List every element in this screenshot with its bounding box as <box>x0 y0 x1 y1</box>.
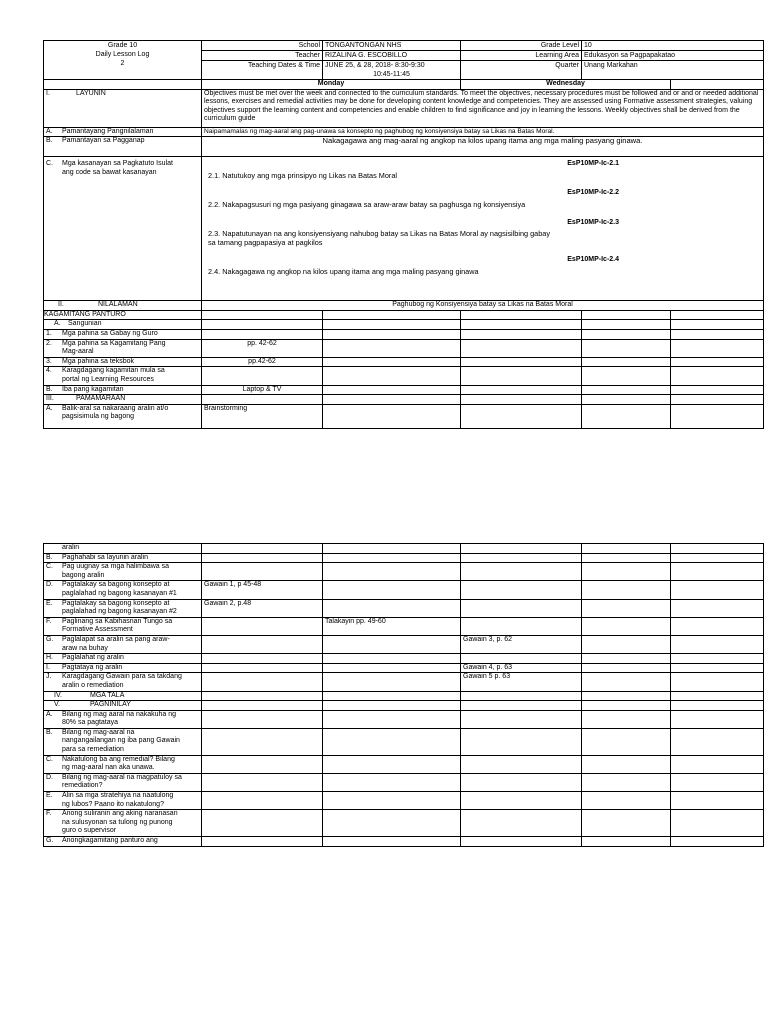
pangnilalaman-text: Naipamamalas ng mag-aaral ang pag-unawa sa konsepto ng paghubog ng konsiyensiya batay sa Likas na Batas Moral. <box>202 127 764 137</box>
pagninilay-d-label: Bilang ng mag-aaral na magpatuloy sa remediation? <box>62 773 182 790</box>
pagninilay-num: V. <box>54 701 60 709</box>
log-number: 2 <box>120 60 125 67</box>
kagamitan-row <box>44 310 764 320</box>
karagdagang-row <box>44 367 764 385</box>
pagninilay-g-row <box>44 837 764 847</box>
pagninilay-c-num: C. <box>46 755 53 763</box>
teksbok-monday: pp.42-62 <box>202 357 323 367</box>
paglalapat-num: G. <box>46 635 54 643</box>
kasanayan-list <box>202 157 764 301</box>
kasanayan-text-3: 2.3. Napatutunayan na ang konsiyensiyang nahubog batay sa Likas na Batas Moral ay nagsisilbing gabay sa tamang pagpapasiya at pagkilos <box>208 229 550 247</box>
header-title-cell <box>44 41 202 80</box>
grade-title: Grade 10 <box>107 42 138 49</box>
karagdagang-label: Karagdagang kagamitan mula sa portal ng Learning Resources <box>62 367 165 383</box>
days-row <box>44 80 764 90</box>
pagtalakay-1-row <box>44 581 764 599</box>
dates-value <box>323 61 461 80</box>
pagganap-num: B. <box>46 137 53 145</box>
paglinang-num: F. <box>46 617 52 625</box>
pagtalakay-2-num: E. <box>46 599 53 607</box>
pagninilay-f-num: F. <box>46 810 52 818</box>
lesson-log-table-page-2 <box>43 543 764 847</box>
pagninilay-c-label: Nakatulong ba ang remedial? Bilang ng mag-aaral nan aka unawa. <box>62 755 175 772</box>
grade-level-label: Grade Level <box>461 41 582 51</box>
pagtalakay-1-num: D. <box>46 581 53 589</box>
pagninilay-row <box>44 701 764 711</box>
paglalapat-label: Paglalapat sa aralin sa pang araw-araw na buhay <box>62 635 170 652</box>
school-value: TONGANTONGAN NHS <box>323 41 461 51</box>
kasanayan-code-2: EsP10MP-Ic-2.2 <box>567 189 620 197</box>
teksbok-row <box>44 357 764 367</box>
paglalapat-wednesday: Gawain 3, p. 62 <box>461 635 582 653</box>
pangnilalaman-row <box>44 127 764 137</box>
paglalahat-num: H. <box>46 654 53 662</box>
mga-tala-label: MGA TALA <box>90 691 125 699</box>
pag-uugnay-num: C. <box>46 563 53 571</box>
karagdagang-gawain-row <box>44 673 764 691</box>
pagtalakay-2-monday: Gawain 2, p.48 <box>202 599 323 617</box>
sanggunian-row <box>44 320 764 330</box>
grade-level-value: 10 <box>582 41 764 51</box>
karagdagang-num: 4. <box>46 367 52 375</box>
layunin-label: LAYUNIN <box>75 89 106 97</box>
pagninilay-b-row <box>44 728 764 755</box>
pagtataya-num: I. <box>46 663 50 671</box>
iba-kagamitan-label: Iba pang kagamitan <box>62 385 124 393</box>
paghahabi-row <box>44 553 764 563</box>
nilalaman-label: NILALAMAN <box>98 301 138 309</box>
kasanayan-num: C. <box>46 160 53 168</box>
paglalahat-label: Paglalahat ng aralin <box>62 654 124 662</box>
dates-label: Teaching Dates & Time <box>202 61 323 80</box>
mga-tala-row <box>44 691 764 701</box>
sanggunian-label: Sangunian <box>68 320 102 328</box>
kagamitang-magaaral-monday: pp. 42-62 <box>202 339 323 357</box>
pagganap-label: Pamantayan sa Pagganap <box>62 137 145 145</box>
kasanayan-code-4: EsP10MP-Ic-2.4 <box>567 256 620 264</box>
pag-uugnay-row <box>44 563 764 581</box>
gabay-row <box>44 329 764 339</box>
pagtalakay-1-monday: Gawain 1, p 45-48 <box>202 581 323 599</box>
pagninilay-e-row <box>44 792 764 810</box>
log-type: Daily Lesson Log <box>95 51 150 58</box>
pagninilay-b-label: Bilang ng mag-aaral na nangangailangan ng iba pang Gawain para sa remediation <box>62 728 180 754</box>
day-monday: Monday <box>202 80 461 90</box>
nilalaman-text: Paghubog ng Konsiyensiya batay sa Likas na Batas Moral <box>202 301 764 311</box>
kagamitang-magaaral-row <box>44 339 764 357</box>
header-row-school <box>44 41 764 51</box>
kasanayan-text-1: 2.1. Natutukoy ang mga prinsipyo ng Likas na Batas Moral <box>208 170 398 180</box>
balik-aral-label-cont: aralin <box>62 544 80 551</box>
dates-line-2: 10:45-11:45 <box>373 71 410 78</box>
paglinang-tuesday: Talakayin pp. 49-60 <box>323 617 461 635</box>
kagamitan-label: KAGAMITANG PANTURO <box>44 310 202 320</box>
pagninilay-g-label: Anongkagamitang panturo ang <box>62 837 158 844</box>
layunin-label-cell <box>44 89 202 127</box>
pagninilay-f-row <box>44 810 764 837</box>
paglinang-label: Paglinang sa Kabihasnan Tungo sa Formative Assessment <box>62 617 173 634</box>
pagtalakay-2-label: Pagtalakay sa bagong konsepto at paglalahad ng bagong kasanayan #2 <box>62 599 177 616</box>
kasanayan-code-3: EsP10MP-Ic-2.3 <box>567 218 620 226</box>
paglinang-row <box>44 617 764 635</box>
kasanayan-label: Mga kasanayan sa Pagkatuto Isulat ang code sa bawat kasanayan <box>62 160 173 176</box>
pagtataya-wednesday: Gawain 4, p. 63 <box>461 663 582 673</box>
kagamitang-magaaral-num: 2. <box>46 339 52 347</box>
pangnilalaman-label: Pamantayang Pangnilalaman <box>62 127 154 135</box>
layunin-num: I. <box>46 89 50 97</box>
nilalaman-row <box>44 301 764 311</box>
quarter-value: Unang Markahan <box>582 61 764 80</box>
school-label: School <box>202 41 323 51</box>
sanggunian-num: A. <box>54 320 61 328</box>
quarter-label: Quarter <box>461 61 582 80</box>
balik-aral-cont-row <box>44 544 764 554</box>
karagdagang-gawain-label: Karagdagang Gawain para sa takdang aralin o remediation <box>62 673 182 689</box>
paghahabi-label: Paghahabi sa layunin aralin <box>62 553 149 561</box>
kasanayan-text-2: 2.2. Nakapagsusuri ng mga pasiyang ginagawa sa araw-araw batay sa paghusga ng konsiyensiya <box>208 199 526 209</box>
pagninilay-label: PAGNINILAY <box>90 701 131 709</box>
pagninilay-d-row <box>44 773 764 791</box>
kagamitang-magaaral-label: Mga pahina sa Kagamitang Pang Mag-aaral <box>62 339 166 356</box>
gabay-num: 1. <box>46 329 52 337</box>
layunin-row <box>44 89 764 127</box>
balik-aral-row <box>44 404 764 428</box>
pagtataya-row <box>44 663 764 673</box>
balik-aral-label: Balik-aral sa nakaraang aralin at/o pagsisimula ng bagong <box>62 404 169 421</box>
karagdagang-gawain-num: J. <box>46 673 52 681</box>
gabay-label: Mga pahina sa Gabay ng Guro <box>62 329 158 337</box>
pagninilay-f-label: Anong suliranin ang aking naranasan na sulusyonan sa tulong ng punong guro o supervisor <box>62 810 178 835</box>
learning-area-label: Learning Area <box>461 51 582 61</box>
learning-area-value: Edukasyon sa Pagpapakatao <box>582 51 764 61</box>
paglalahat-row <box>44 654 764 664</box>
nilalaman-num: II. <box>58 301 64 309</box>
teacher-value: RIZALINA G. ESCOBILLO <box>323 51 461 61</box>
pag-uugnay-label: Pag uugnay sa mga halimbawa sa bagong aralin <box>62 563 170 579</box>
teksbok-label: Mga pahina sa teksbok <box>62 357 134 365</box>
pangnilalaman-num: A. <box>46 127 53 135</box>
pagtalakay-1-label: Pagtalakay sa bagong konsepto at paglalahad ng bagong kasanayan #1 <box>62 581 177 597</box>
dates-line-1: JUNE 25, & 28, 2018- 8:30-9:30 <box>325 62 425 69</box>
teacher-label: Teacher <box>202 51 323 61</box>
pagninilay-c-row <box>44 755 764 773</box>
pagtalakay-2-row <box>44 599 764 617</box>
day-wednesday: Wednesday <box>461 80 671 90</box>
kasanayan-code-1: EsP10MP-Ic-2.1 <box>567 160 620 168</box>
pamamaraan-num: III. <box>46 395 54 403</box>
pagtataya-label: Pagtataya ng aralin <box>62 663 123 671</box>
layunin-text: Objectives must be met over the week and connected to the curriculum standards. To meet the objectives, necessary procedures must be followed and or and or needed additional lessons, exercises and remedial activities may be done for developing content knowledge and competencies. They are assessed using Formative assessment strategies, valuing objectives support the learning content and competencies and enable children to find significance and joy in learning the lessons. Weekly objectives shall be derived from the curriculum guide <box>202 89 764 127</box>
pagninilay-a-row <box>44 710 764 728</box>
paghahabi-num: B. <box>46 553 53 561</box>
pagganap-row <box>44 137 764 157</box>
teksbok-num: 3. <box>46 357 52 365</box>
pagninilay-a-label: Bilang ng mag aaral na nakakuha ng 80% sa pagtataya <box>62 710 177 727</box>
karagdagang-gawain-wednesday: Gawain 5 p. 63 <box>461 673 582 691</box>
balik-aral-num: A. <box>46 404 53 412</box>
mga-tala-num: IV. <box>54 691 62 699</box>
pagganap-text: Nakagagawa ang mag-aaral ng angkop na kilos upang itama ang mga maling pasyang ginawa. <box>202 137 764 157</box>
pagninilay-g-num: G. <box>46 837 54 844</box>
pagninilay-a-num: A. <box>46 710 53 718</box>
pagninilay-d-num: D. <box>46 773 53 781</box>
iba-kagamitan-num: B. <box>46 385 53 393</box>
iba-kagamitan-row <box>44 385 764 395</box>
lesson-log-table-page-1 <box>43 40 764 429</box>
paglalapat-row <box>44 635 764 653</box>
pamamaraan-label: PAMAMARAAN <box>76 395 126 403</box>
pamamaraan-row <box>44 395 764 405</box>
kasanayan-row <box>44 157 764 301</box>
balik-aral-monday: Brainstorming <box>202 404 323 428</box>
pagninilay-e-label: Alin sa mga stratehiya na naatulong ng lubos? Paano ito nakatulong? <box>62 792 174 808</box>
kasanayan-text-4: 2.4. Nakagagawa ng angkop na kilos upang itama ang mga maling pasyang ginawa <box>208 266 479 276</box>
pagninilay-e-num: E. <box>46 792 53 800</box>
iba-kagamitan-monday: Laptop & TV <box>202 385 323 395</box>
pagninilay-b-num: B. <box>46 728 53 736</box>
